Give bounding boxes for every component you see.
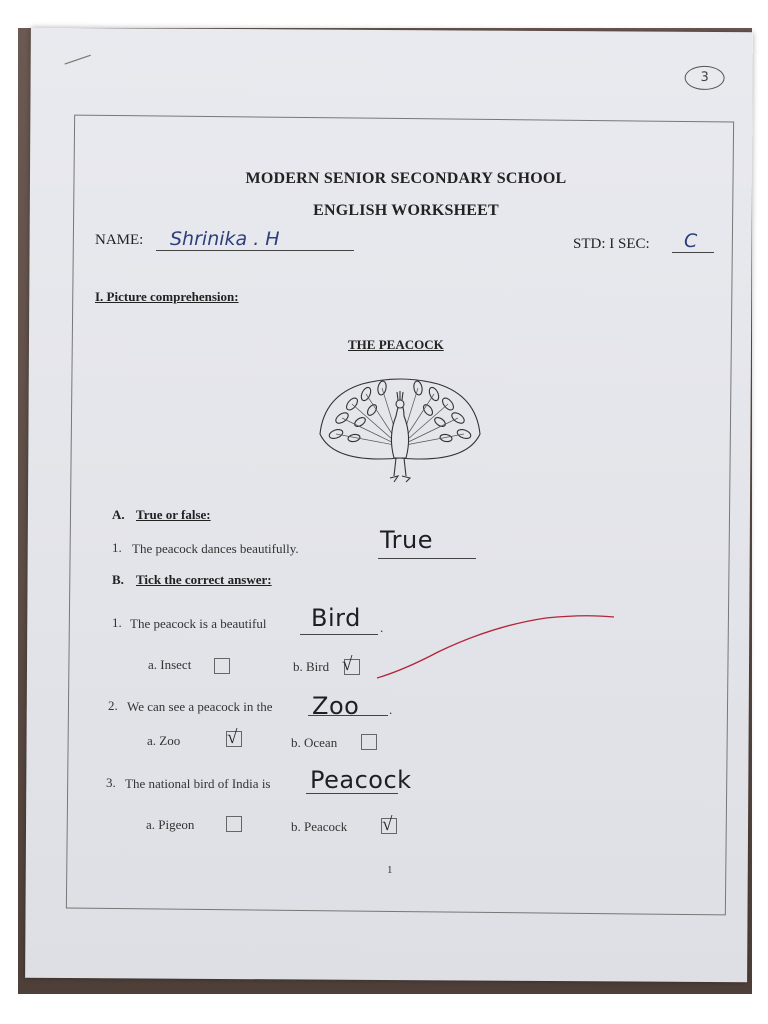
b-q1-number: 1.	[112, 615, 122, 630]
b-q1-end: .	[380, 620, 384, 635]
b-q2-checkbox-b[interactable]	[361, 734, 377, 750]
b-q1-answer: Bird	[311, 604, 361, 632]
b-q2-end: .	[389, 702, 393, 717]
b-q1-option-b: b. Bird	[293, 659, 330, 674]
b-q3-option-b: b. Peacock	[291, 819, 348, 834]
b-q1-line	[300, 634, 378, 635]
marks-badge: 3	[685, 66, 725, 90]
section-b-letter: B.	[112, 572, 124, 587]
b-q2-option-b: b. Ocean	[291, 735, 338, 750]
section-heading: I. Picture comprehension:	[95, 289, 239, 304]
b-q1-text: The peacock is a beautiful	[130, 616, 267, 631]
b-q2-number: 2.	[108, 698, 118, 713]
b-q2-tick-mark: √	[227, 727, 238, 748]
b-q3-checkbox-a[interactable]	[226, 816, 242, 832]
student-name: Shrinika . H	[170, 228, 280, 250]
a-q1-answer: True	[380, 526, 433, 554]
b-q2-option-a: a. Zoo	[147, 733, 181, 748]
b-q1-tick-mark: √	[342, 654, 353, 675]
pencil-mark	[63, 52, 95, 66]
worksheet-title: ENGLISH WORKSHEET	[313, 202, 499, 219]
b-q3-text: The national bird of India is	[125, 776, 271, 791]
sec-line	[672, 252, 714, 253]
b-q3-answer: Peacock	[310, 766, 412, 794]
b-q1-checkbox-a[interactable]	[214, 658, 230, 674]
peacock-illustration	[314, 376, 486, 488]
b-q3-option-a: a. Pigeon	[146, 817, 195, 832]
a-q1-number: 1.	[112, 540, 122, 555]
page-number: 1	[387, 864, 393, 876]
teacher-check-mark	[374, 612, 618, 686]
a-q1-line	[378, 558, 476, 559]
std-sec-label: STD: I SEC:	[573, 236, 650, 252]
b-q2-text: We can see a peacock in the	[127, 699, 273, 714]
sec-value: C	[684, 230, 698, 252]
name-label: NAME:	[95, 232, 144, 248]
b-q3-tick-mark: √	[382, 814, 393, 835]
b-q2-answer: Zoo	[312, 692, 360, 720]
school-name: MODERN SENIOR SECONDARY SCHOOL	[245, 170, 567, 187]
b-q3-number: 3.	[106, 775, 116, 790]
section-a-heading: True or false:	[136, 507, 211, 522]
passage-title: THE PEACOCK	[348, 337, 444, 352]
b-q1-option-a: a. Insect	[148, 657, 192, 672]
a-q1-text: The peacock dances beautifully.	[132, 541, 299, 556]
section-a-letter: A.	[112, 507, 125, 522]
section-b-heading: Tick the correct answer:	[136, 572, 272, 587]
name-line	[156, 250, 354, 251]
